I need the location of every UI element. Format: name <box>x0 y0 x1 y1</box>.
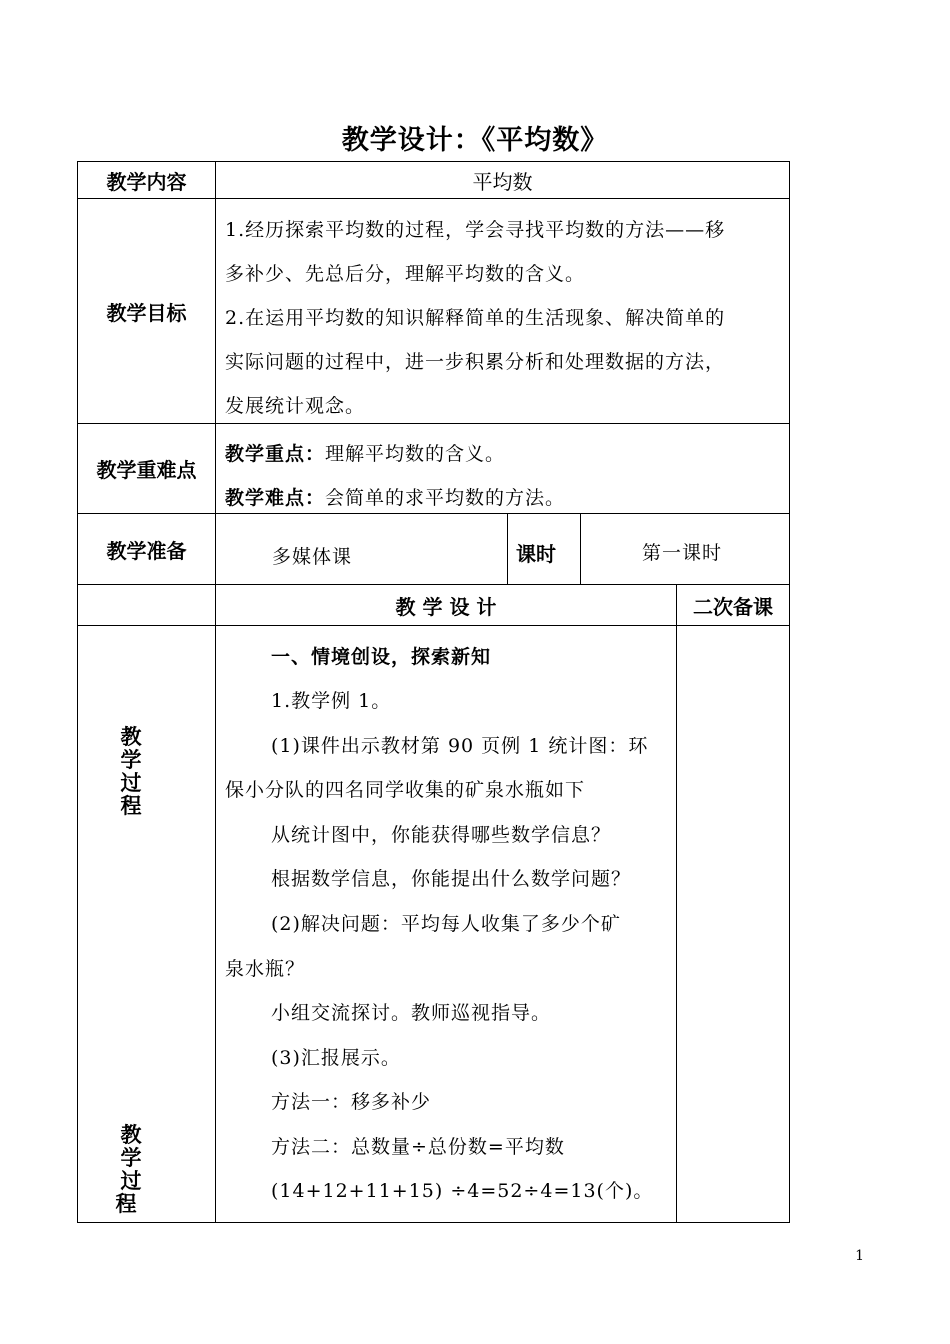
header-empty-cell <box>77 584 216 626</box>
process-line: 方法二：总数量÷总份数=平均数 <box>271 1136 565 1158</box>
prep-value-cell <box>215 513 508 585</box>
period-value-cell <box>580 513 790 585</box>
process-line: 方法一：移多补少 <box>271 1091 432 1113</box>
period-value: 第一课时 <box>642 542 723 564</box>
process-line: (1)课件出示教材第 90 页例 1 统计图：环 <box>271 735 649 757</box>
content-value: 平均数 <box>472 169 533 194</box>
side-char: 过 <box>120 1169 142 1193</box>
process-line: 小组交流探讨。教师巡视指导。 <box>271 1002 552 1024</box>
process-heading: 一、情境创设，探索新知 <box>271 646 492 668</box>
keypoints-label-cell <box>77 423 216 514</box>
key-point-line <box>225 439 505 466</box>
process-line: 泉水瓶？ <box>225 958 306 980</box>
side-char: 学 <box>120 1146 142 1170</box>
side-char: 过 <box>120 771 142 795</box>
goal-line: 1.经历探索平均数的过程，学会寻找平均数的方法——移 <box>225 219 726 241</box>
prep-value: 多媒体课 <box>272 546 353 568</box>
second-prep-cell <box>676 625 790 1223</box>
period-label-cell <box>507 513 581 585</box>
difficulty-label: 教学难点： <box>225 487 326 509</box>
prep-label-cell <box>77 513 216 585</box>
content-label-cell <box>77 161 216 199</box>
side-char: 教 <box>120 725 142 749</box>
process-label-cell <box>77 625 216 1223</box>
side-char: 教 <box>120 1123 142 1147</box>
goals-label: 教学目标 <box>106 300 187 325</box>
key-point-text: 理解平均数的含义。 <box>325 443 506 465</box>
process-line: (3)汇报展示。 <box>271 1047 401 1069</box>
difficulty-text: 会简单的求平均数的方法。 <box>325 487 566 509</box>
keypoints-value-cell <box>215 423 790 514</box>
process-line: 1.教学例 1。 <box>271 690 392 712</box>
difficulty-line <box>225 483 565 510</box>
process-line: (2)解决问题：平均每人收集了多少个矿 <box>271 913 621 935</box>
goals-label-cell <box>77 198 216 424</box>
second-prep-header-cell <box>676 584 790 626</box>
prep-label: 教学准备 <box>106 538 187 563</box>
design-header-cell <box>215 584 677 626</box>
goals-value-cell <box>215 198 790 424</box>
process-side-label <box>120 726 142 818</box>
content-value-cell <box>215 161 790 199</box>
side-char: 学 <box>120 748 142 772</box>
design-header: 教 学 设 计 <box>395 594 497 619</box>
process-content-cell <box>215 625 677 1223</box>
process-side-label <box>115 1123 142 1216</box>
side-char: 程 <box>115 1192 137 1216</box>
second-prep-header: 二次备课 <box>693 594 773 619</box>
keypoints-label: 教学重难点 <box>96 458 197 482</box>
process-line: (14+12+11+15) ÷4=52÷4=13(个)。 <box>271 1180 654 1202</box>
key-point-label: 教学重点： <box>225 443 326 465</box>
process-line: 保小分队的四名同学收集的矿泉水瓶如下 <box>225 779 586 801</box>
process-line: 从统计图中，你能获得哪些数学信息？ <box>271 824 612 846</box>
goal-line: 2.在运用平均数的知识解释简单的生活现象、解决简单的 <box>225 307 726 329</box>
page-title: 教学设计：《平均数》 <box>341 125 609 156</box>
period-label: 课时 <box>516 542 556 566</box>
content-label: 教学内容 <box>106 169 187 194</box>
side-char: 程 <box>120 794 142 818</box>
goal-line: 发展统计观念。 <box>225 395 366 417</box>
goal-line: 实际问题的过程中，进一步积累分析和处理数据的方法， <box>225 351 726 373</box>
goal-line: 多补少、先总后分，理解平均数的含义。 <box>225 263 586 285</box>
process-line: 根据数学信息，你能提出什么数学问题？ <box>271 868 632 890</box>
page-number: 1 <box>855 1248 864 1264</box>
